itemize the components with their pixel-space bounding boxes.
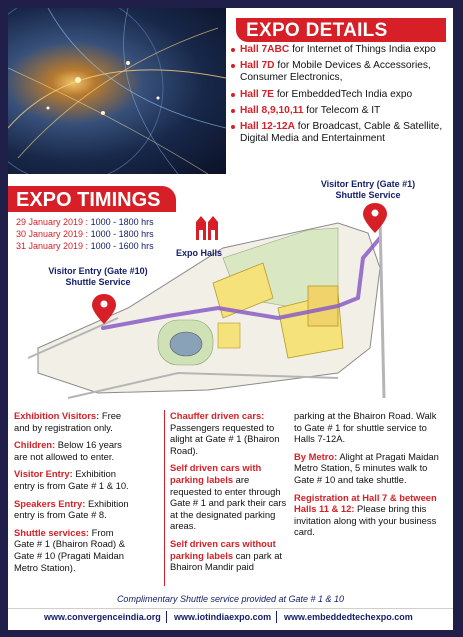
info-heading: Self driven cars with parking labels (170, 462, 262, 485)
info-paragraph (170, 462, 288, 532)
timing-date: 29 January 2019 : (16, 217, 89, 227)
info-column-3 (294, 410, 444, 544)
timing-date: 31 January 2019 : (16, 241, 89, 251)
info-column-2 (170, 410, 288, 579)
gate10-label-line1: Visitor Entry (Gate #10) (48, 266, 148, 276)
earth-network-image (8, 8, 226, 174)
info-text: Please bring this invitation along with your business card. (294, 503, 437, 538)
hall-purpose: for EmbeddedTech India expo (273, 88, 413, 100)
hall-purpose: for Internet of Things India expo (289, 44, 436, 55)
info-column-1 (14, 410, 136, 579)
shuttle-note: Complimentary Shuttle service provided at Gate # 1 & 10 (116, 594, 345, 604)
info-text: Below 16 years are not allowed to enter. (14, 439, 122, 462)
footer-link-convergence[interactable]: www.convergenceindia.org (44, 612, 161, 622)
timing-row (16, 229, 154, 239)
info-paragraph (170, 538, 288, 573)
info-text: Exhibition entry is from Gate # 1 & 10. (14, 468, 129, 491)
info-text: From Gate # 1 (Bhairon Road) & Gate # 10 (Pragati Maidan Metro Station). (14, 526, 125, 573)
hall-name: Hall 8,9,10,11 (240, 104, 304, 116)
hall-name: Hall 7ABC (240, 44, 290, 55)
info-heading: Speakers Entry: (14, 497, 86, 509)
timing-hours: 1000 - 1800 hrs (88, 217, 154, 227)
gate10-label-line2: Shuttle Service (65, 277, 131, 287)
info-paragraph (294, 451, 444, 486)
info-paragraph (294, 492, 444, 538)
info-text: Passengers requested to alight at Gate # 1 (Bhairon Road). (170, 421, 280, 456)
info-text: can park at Bhairon Mandir paid (170, 549, 283, 573)
timing-hours: 1000 - 1600 hrs (88, 241, 154, 251)
info-heading: Visitor Entry: (14, 468, 73, 480)
info-heading: Exhibition Visitors: (14, 410, 100, 421)
hall-purpose: for Telecom & IT (303, 104, 381, 116)
timing-date: 30 January 2019 : (16, 229, 89, 239)
timing-hours: 1000 - 1800 hrs (88, 229, 154, 239)
footer-link-embeddedtech[interactable]: www.embeddedtechexpo.com (284, 612, 413, 622)
info-text: Free and by registration only. (14, 410, 122, 433)
info-heading: Registration at Hall 7 & between Halls 11 & 12: (294, 491, 437, 515)
hall-name: Hall 7E (240, 88, 274, 100)
info-heading: Children: (14, 439, 56, 451)
column-divider (164, 410, 165, 586)
gate10-label (33, 266, 163, 288)
info-paragraph (14, 439, 136, 462)
details-item (230, 89, 448, 101)
invitation-card (8, 8, 453, 630)
info-text: Exhibition entry is from Gate # 8. (14, 497, 129, 521)
hall-name: Hall 12-12A (240, 121, 295, 133)
footer-separator (166, 611, 167, 623)
expo-halls-label: Expo Halls (176, 248, 223, 258)
details-list (230, 44, 448, 149)
info-paragraph (294, 410, 444, 445)
details-item (230, 105, 448, 117)
info-paragraph (14, 468, 136, 491)
timings-title: EXPO TIMINGS (16, 189, 161, 211)
details-item (230, 44, 448, 56)
details-title: EXPO DETAILS (246, 20, 388, 41)
hall-name: Hall 7D (240, 60, 275, 72)
info-text: are requested to enter through Gate # 1 and park their cars at the designated parking areas. (170, 473, 287, 532)
gate1-label-line2: Shuttle Service (335, 190, 401, 200)
details-item (230, 121, 448, 145)
info-text: parking at the Bhairon Road. Walk to Gate # 1 for shuttle service to Halls 7-12A. (294, 410, 437, 445)
timing-row (16, 217, 154, 227)
info-heading: Shuttle services: (14, 526, 90, 538)
gate1-label (298, 179, 438, 201)
hall-purpose: for Broadcast, Cable & Satellite, Digital Media and Entertainment (240, 121, 443, 145)
info-heading: Chauffer driven cars: (170, 410, 265, 421)
info-paragraph (14, 410, 136, 433)
info-paragraph (170, 410, 288, 456)
footer-link-iot[interactable]: www.iotindiaexpo.com (174, 612, 272, 622)
gate1-label-line1: Visitor Entry (Gate #1) (320, 179, 416, 189)
info-text: Alight at Pragati Maidan Metro Station, 5 minutes walk to Gate # 10 and take shuttle. (294, 450, 439, 485)
info-heading: By Metro: (294, 450, 338, 462)
info-heading: Self driven cars without parking labels (170, 537, 276, 561)
info-paragraph (14, 498, 136, 521)
info-paragraph (14, 527, 136, 573)
footer-separator (276, 611, 277, 623)
hall-purpose: for Mobile Devices & Accessories, Consumer Electronics, (240, 60, 431, 84)
details-item (230, 60, 448, 84)
timing-row (16, 241, 154, 251)
